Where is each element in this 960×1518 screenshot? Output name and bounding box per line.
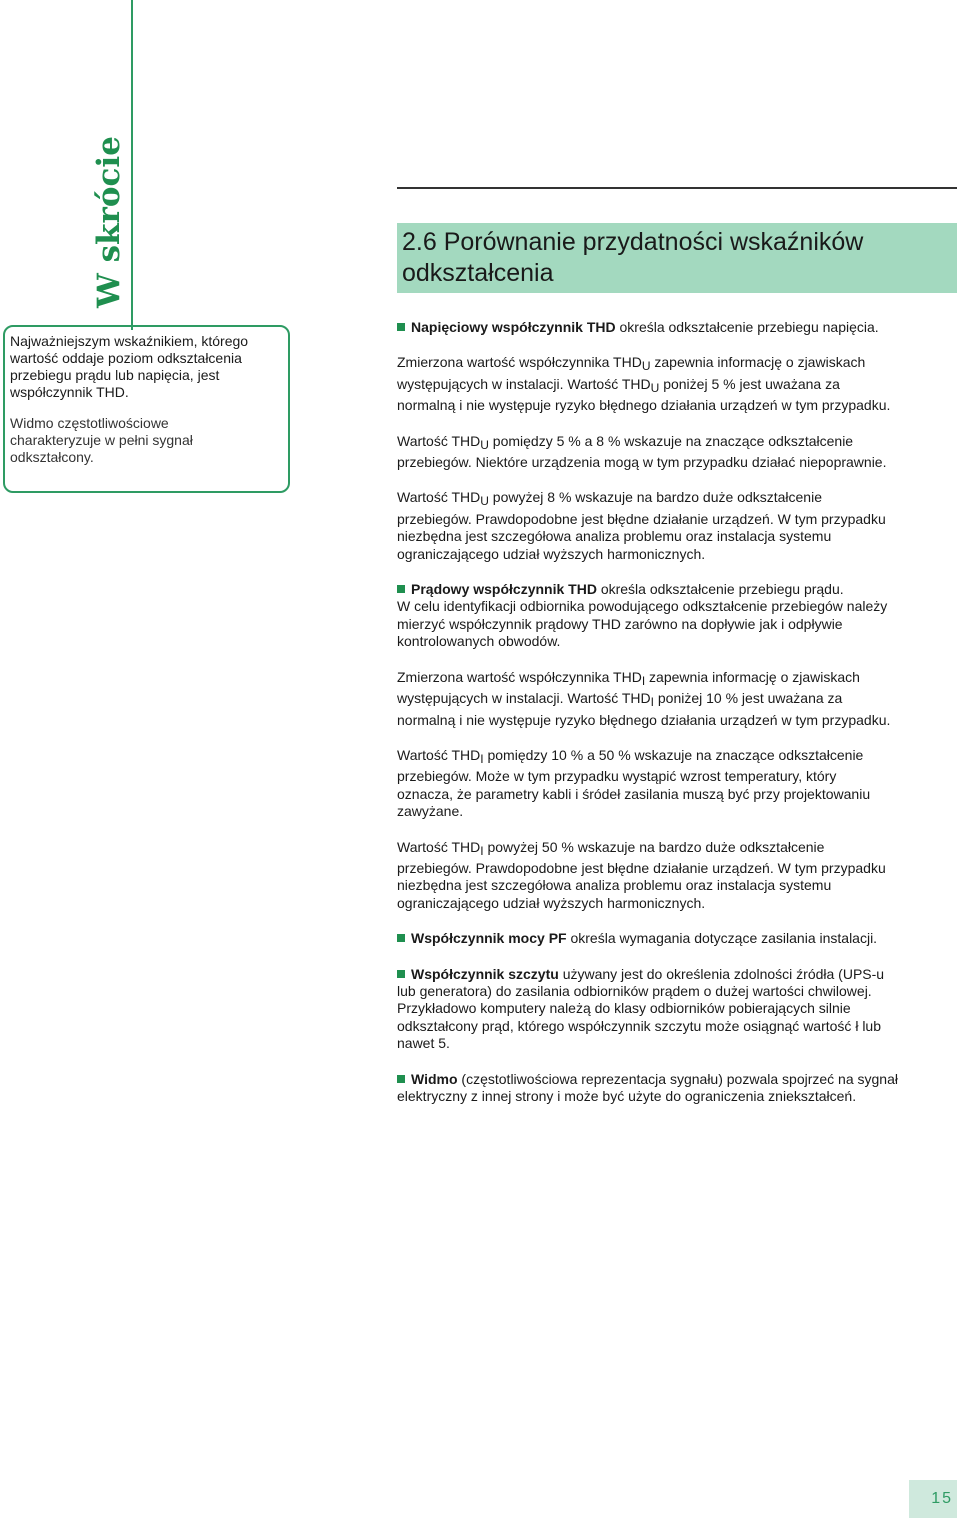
square-bullet-icon [397, 323, 405, 331]
square-bullet-icon [397, 1075, 405, 1083]
heading-rule [397, 187, 957, 189]
main-content [397, 319, 959, 1123]
bullet-current-thd: Prądowy współczynnik THD określa odkształcenie przebiegu prądu. W celu identyfikacji odbiornika powodującego odkształcenie przebiegów należy mierzyć współczynnik prądowy THD zarówno na dopływie jak i odpływie kontrolowanych obwodów. [397, 581, 888, 650]
paragraph-thdi-normal: Zmierzona wartość współczynnika THDI zapewnia informację o zjawiskach występujących w instalacji. Wartość THDI poniżej 10 % jest uważana za normalną i nie występuje ryzyko błędnego działania urządzeń w tym przypadku. [397, 668, 891, 728]
bullet-power-factor: Współczynnik mocy PF określa wymagania dotyczące zasilania instalacji. [397, 930, 959, 947]
summary-paragraph-1: Najważniejszym wskaźnikiem, którego wartość oddaje poziom odkształcenia przebiegu prądu lub napięcia, jest współczynnik THD. [10, 333, 249, 400]
paragraph-thdi-high: Wartość THDI powyżej 50 % wskazuje na bardzo duże odkształcenie przebiegów. Prawdopodobne jest błędne działanie urządzeń. W tym przypadku niezbędna jest szczegółowa analiza problemu oraz instalacja systemu ograniczającego udział wyższych harmonicznych. [397, 838, 886, 911]
bullet-spectrum: Widmo (częstotliwościowa reprezentacja sygnału) pozwala spojrzeć na sygnał elektryczny z innej strony i może być użyte do ograniczenia zniekształceń. [397, 1070, 898, 1104]
bullet-crest-factor: Współczynnik szczytu używany jest do określenia zdolności źródła (UPS-u lub generatora) do zasilania odbiorników prądem o dużej wartości chwilowej. Przykładowo komputery należą do klasy odbiorników pobierających silnie odkształcony prąd, którego współczynnik szczytu może osiągnąć wartość ł lub nawet 5. [397, 965, 885, 1052]
paragraph-thdi-significant: Wartość THDI pomiędzy 10 % a 50 % wskazuje na znaczące odkształcenie przebiegów. Może w tym przypadku wystąpić wzrost temperatury, który oznacza, że parametry kabli i śródeł zasilania muszą być przy projektowaniu zawyżane. [397, 746, 871, 820]
summary-paragraph-2: Widmo częstotliwościowe charakteryzuje w pełni sygnał odkształcony. [10, 415, 193, 465]
summary-box [3, 325, 290, 493]
section-heading: 2.6 Porównanie przydatności wskaźników odkształcenia [397, 223, 957, 293]
bullet-voltage-thd: Napięciowy współczynnik THD określa odkształcenie przebiegu napięcia. [397, 319, 959, 336]
square-bullet-icon [397, 970, 405, 978]
sidebar-title: W skrócie [91, 136, 127, 308]
square-bullet-icon [397, 934, 405, 942]
paragraph-thdu-high: Wartość THDU powyżej 8 % wskazuje na bardzo duże odkształcenie przebiegów. Prawdopodobne jest błędne działanie urządzeń. W tym przypadku niezbędna jest szczegółowa analiza problemu oraz instalacja systemu ograniczającego udział wyższych harmonicznych. [397, 489, 886, 562]
paragraph-thdu-normal: Zmierzona wartość współczynnika THDU zapewnia informację o zjawiskach występujących w instalacji. Wartość THDU poniżej 5 % jest uważana za normalną i nie występuje ryzyko błędnego działania urządzeń w tym przypadku. [397, 354, 891, 414]
paragraph-thdu-significant: Wartość THDU pomiędzy 5 % a 8 % wskazuje na znaczące odkształcenie przebiegów. Niektóre urządzenia mogą w tym przypadku działać niepoprawnie. [397, 432, 887, 471]
page-number: 15 [909, 1480, 957, 1518]
square-bullet-icon [397, 585, 405, 593]
